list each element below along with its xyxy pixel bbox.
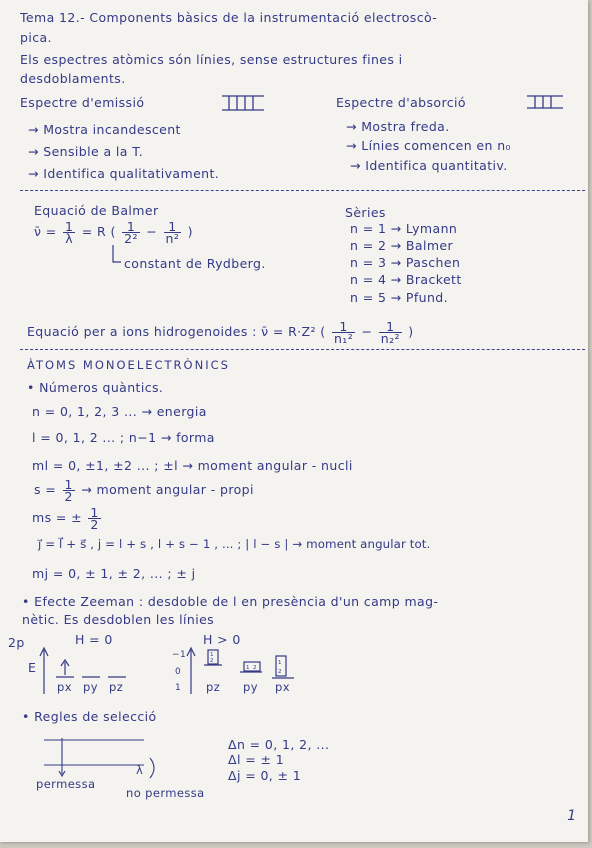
selection-forbidden-label: no permessa: [126, 786, 205, 800]
intro-line-1: Els espectres atòmics són línies, sense estructures fines i: [20, 52, 403, 67]
series-item: n = 1 → Lymann: [350, 221, 458, 236]
zeeman-line-2: nètic. Es desdoblen les línies: [22, 612, 215, 627]
zeeman-h0-label: H = 0: [75, 632, 113, 647]
selection-rule: Δn = 0, 1, 2, ...: [228, 737, 330, 752]
zeeman-box-text: 2: [253, 665, 257, 671]
ml-value: −1: [172, 650, 187, 660]
absorption-item-2: → Línies comencen en n₀: [346, 138, 511, 153]
series-heading: Sèries: [345, 205, 386, 220]
mono-heading: ÀTOMS MONOELECTRÒNICS: [27, 358, 230, 372]
balmer-minus: −: [146, 224, 158, 239]
s-pre: s =: [34, 482, 57, 497]
hydrogenoid-minus: −: [361, 324, 373, 339]
hydrogenoid-close: ): [408, 324, 414, 339]
emission-item-2: → Sensible a la T.: [28, 144, 144, 159]
hydrogenoid-formula: ν̄ = R·Z² (: [261, 324, 326, 339]
quantum-line-j: j⃗ = l⃗ + s⃗ , j = l + s , l + s − 1 , ... ; | l − s | → moment angular tot.: [38, 537, 431, 551]
selection-heading: • Regles de selecció: [22, 709, 157, 724]
orbital-label: pz: [206, 680, 221, 694]
selection-rule: Δj = 0, ± 1: [228, 768, 302, 783]
balmer-rhs: = R (: [81, 224, 116, 239]
zeeman-line-1: • Efecte Zeeman : desdoble de l en presència d'un camp mag-: [22, 594, 439, 609]
series-item: n = 4 → Brackett: [350, 272, 462, 287]
frac-numerator: 1: [332, 321, 355, 333]
zeeman-box-text: 1: [246, 665, 250, 671]
balmer-close: ): [187, 224, 193, 239]
balmer-lhs: ν̄ =: [34, 224, 62, 239]
zeeman-box-text: 1: [278, 660, 282, 666]
orbital-label: px: [57, 680, 72, 694]
frac-denominator: n₂²: [380, 331, 400, 346]
frac-numerator: 1: [90, 505, 99, 520]
s-post: → moment angular - propi: [81, 482, 254, 497]
lambda-label: λ: [136, 763, 144, 777]
zeeman-level-label: 2p: [8, 635, 25, 650]
page-number: 1: [567, 808, 576, 824]
frac-numerator: 1: [164, 221, 182, 233]
orbital-label: pz: [109, 680, 124, 694]
emission-heading: Espectre d'emissió: [20, 95, 145, 110]
quantum-line-ml: ml = 0, ±1, ±2 ... ; ±l → moment angular - nucli: [32, 458, 353, 473]
orbital-label: py: [243, 680, 258, 694]
balmer-heading: Equació de Balmer: [34, 203, 159, 218]
ms-pre: ms = ±: [32, 510, 82, 525]
absorption-item-3: → Identifica quantitativ.: [350, 158, 508, 173]
series-item: n = 5 → Pfund.: [350, 290, 449, 305]
zeeman-box-text: 2: [278, 669, 282, 675]
zeeman-h1-label: H > 0: [203, 632, 241, 647]
frac-numerator: 1: [65, 219, 74, 234]
title-line-1: Tema 12.- Components bàsics de la instrumentació electroscò-: [20, 10, 438, 25]
quantum-heading: • Números quàntics.: [27, 380, 164, 395]
frac-numerator: 1: [379, 321, 402, 333]
quantum-line-n: n = 0, 1, 2, 3 ... → energia: [32, 404, 207, 419]
emission-item-3: → Identifica qualitativament.: [28, 166, 220, 181]
intro-line-2: desdoblaments.: [20, 71, 126, 86]
emission-item-1: → Mostra incandescent: [28, 122, 181, 137]
ml-value: 0: [175, 667, 182, 677]
ml-value: 1: [175, 683, 182, 693]
quantum-line-l: l = 0, 1, 2 ... ; n−1 → forma: [32, 430, 215, 445]
title-line-2: pica.: [20, 30, 52, 45]
series-item: n = 3 → Paschen: [350, 255, 461, 270]
orbital-label: py: [83, 680, 98, 694]
absorption-item-1: → Mostra freda.: [346, 119, 450, 134]
zeeman-energy-axis-label: E: [28, 660, 37, 675]
rydberg-note: constant de Rydberg.: [124, 256, 266, 271]
hydrogenoid-label: Equació per a ions hidrogenoides :: [27, 324, 257, 339]
selection-allowed-label: permessa: [36, 777, 96, 791]
absorption-heading: Espectre d'absorció: [336, 95, 466, 110]
selection-rule: Δl = ± 1: [228, 752, 285, 767]
frac-denominator: n²: [165, 231, 180, 246]
frac-numerator: 1: [64, 477, 73, 492]
series-item: n = 2 → Balmer: [350, 238, 454, 253]
frac-denominator: n₁²: [333, 331, 354, 346]
frac-denominator: 2: [64, 489, 73, 504]
zeeman-box-text: 1: [210, 652, 214, 658]
quantum-line-mj: mj = 0, ± 1, ± 2, ... ; ± j: [32, 566, 196, 581]
frac-denominator: 2²: [124, 231, 138, 246]
orbital-label: px: [275, 680, 290, 694]
frac-numerator: 1: [122, 221, 140, 233]
frac-denominator: 2: [90, 517, 99, 532]
frac-denominator: λ: [65, 231, 74, 246]
zeeman-box-text: 2: [210, 658, 214, 664]
